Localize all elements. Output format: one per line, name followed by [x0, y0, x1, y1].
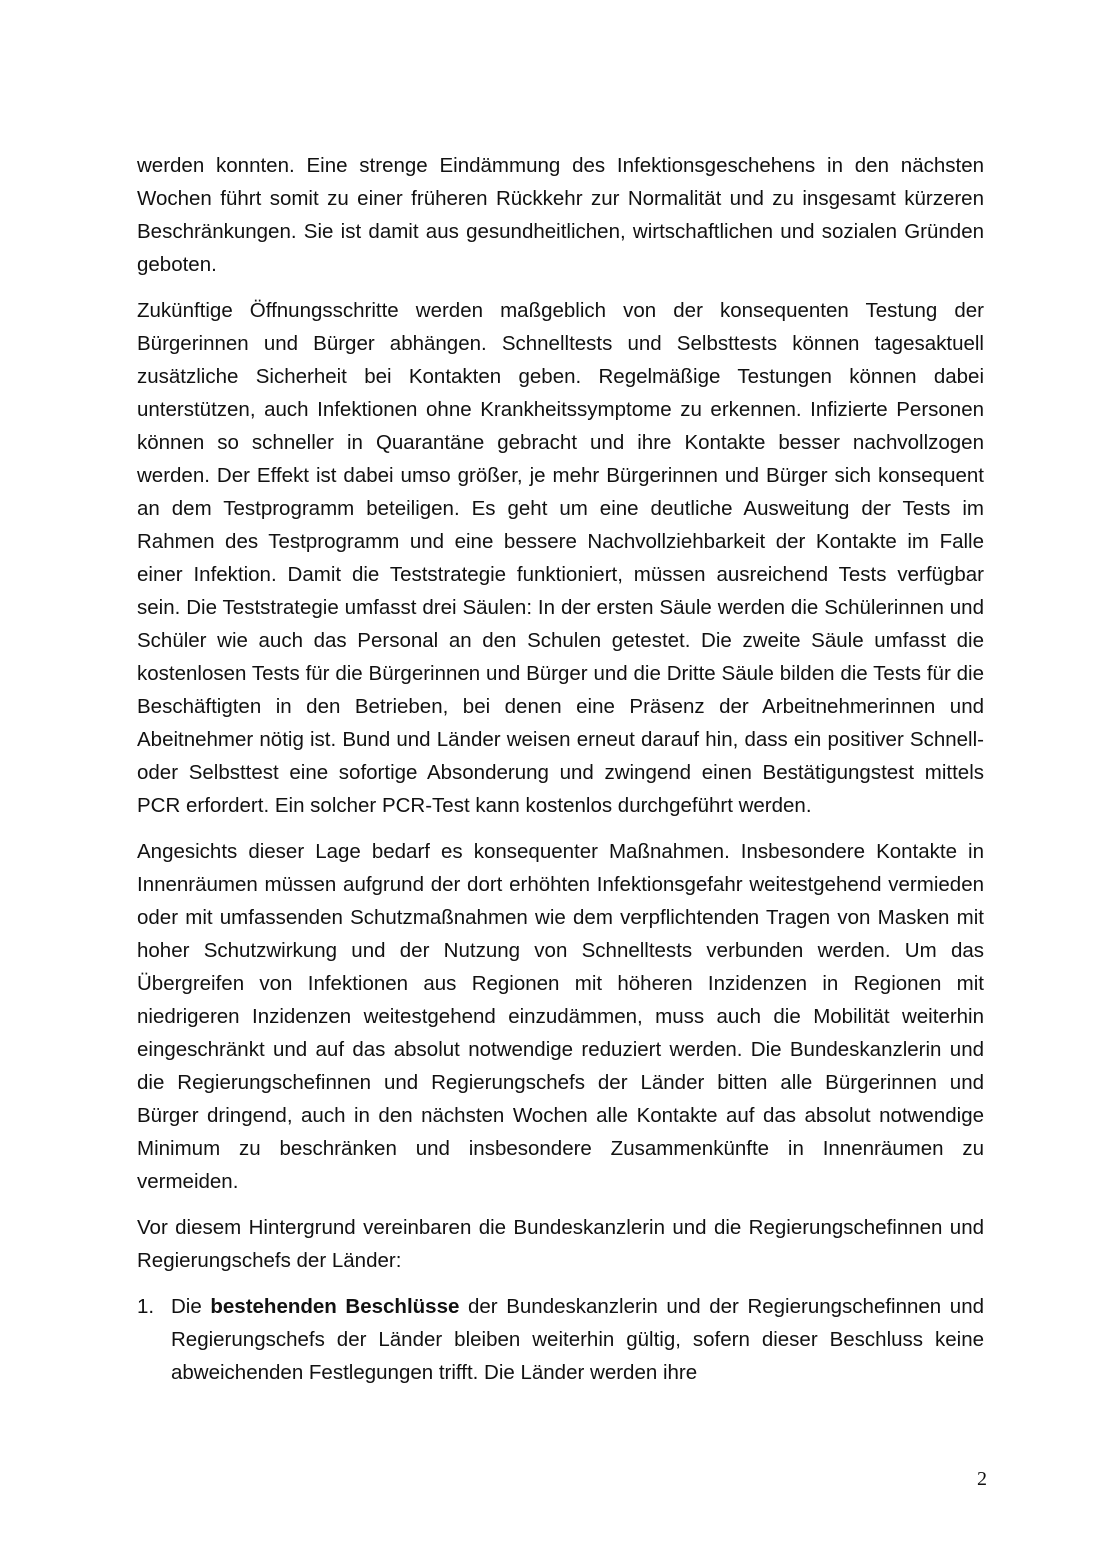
paragraph: Vor diesem Hintergrund vereinbaren die Bundeskanzlerin und die Regierungschefinnen und Regierungschefs der Länder:	[137, 1216, 984, 1272]
list-item	[137, 1290, 984, 1389]
list-item-number: 1.	[137, 1295, 155, 1318]
list-item-prefix: Die	[171, 1295, 211, 1318]
paragraph: Zukünftige Öffnungsschritte werden maßgeblich von der konsequenten Testung der Bürgerinnen und Bürger abhängen. Schnelltests und Selbsttests können tagesaktuell zusätzliche Sicherheit bei Kontakten geben. Regelmäßige Testungen können dabei unterstützen, auch Infektionen ohne Krankheitssymptome zu erkennen. Infizierte Personen können so schneller in Quarantäne gebracht und ihre Kontakte besser nachvollzogen werden. Der Effekt ist dabei umso größer, je mehr Bürgerinnen und Bürger sich konsequent an dem Testprogramm beteiligen. Es geht um eine deutliche Ausweitung der Tests im Rahmen des Testprogramm und eine bessere Nachvollziehbarkeit der Kontakte im Falle einer Infektion. Damit die Teststrategie funktioniert, müssen ausreichend Tests verfügbar sein. Die Teststrategie umfasst drei Säulen: In der ersten Säule werden die Schülerinnen und Schüler wie auch das Personal an den Schulen getestet. Die zweite Säule umfasst die kostenlosen Tests für die Bürgerinnen und Bürger und die Dritte Säule bilden die Tests für die Beschäftigten in den Betrieben, bei denen eine Präsenz der Arbeitnehmerinnen und Abeitnehmer nötig ist. Bund und Länder weisen erneut darauf hin, dass ein positiver Schnell- oder Selbsttest eine sofortige Absonderung und zwingend einen Bestätigungstest mittels PCR erfordert. Ein solcher PCR-Test kann kostenlos durchgeführt werden.	[137, 299, 984, 817]
document-page	[137, 149, 984, 1389]
list-item-bold-text: bestehenden Beschlüsse	[210, 1295, 460, 1318]
paragraph: werden konnten. Eine strenge Eindämmung des Infektionsgeschehens in den nächsten Wochen führt somit zu einer früheren Rückkehr zur Normalität und zu insgesamt kürzeren Beschränkungen. Sie ist damit aus gesundheitlichen, wirtschaftlichen und sozialen Gründen geboten.	[137, 154, 984, 276]
numbered-list	[137, 1290, 984, 1389]
list-item-text: der Bundeskanzlerin und der Regierungschefinnen und Regierungschefs der Länder bleiben weiterhin gültig, sofern dieser Beschluss keine abweichenden Festlegungen trifft. Die Länder werden ihre	[171, 1295, 985, 1384]
page-number: 2	[977, 1468, 987, 1490]
paragraph: Angesichts dieser Lage bedarf es konsequenter Maßnahmen. Insbesondere Kontakte in Innenräumen müssen aufgrund der dort erhöhten Infektionsgefahr weitestgehend vermieden oder mit umfassenden Schutzmaßnahmen wie dem verpflichtenden Tragen von Masken mit hoher Schutzwirkung und der Nutzung von Schnelltests verbunden werden. Um das Übergreifen von Infektionen aus Regionen mit höheren Inzidenzen in Regionen mit niedrigeren Inzidenzen weitestgehend einzudämmen, muss auch die Mobilität weiterhin eingeschränkt und auf das absolut notwendige reduziert werden. Die Bundeskanzlerin und die Regierungschefinnen und Regierungschefs der Länder bitten alle Bürgerinnen und Bürger dringend, auch in den nächsten Wochen alle Kontakte auf das absolut notwendige Minimum zu beschränken und insbesondere Zusammenkünfte in Innenräumen zu vermeiden.	[137, 840, 984, 1193]
